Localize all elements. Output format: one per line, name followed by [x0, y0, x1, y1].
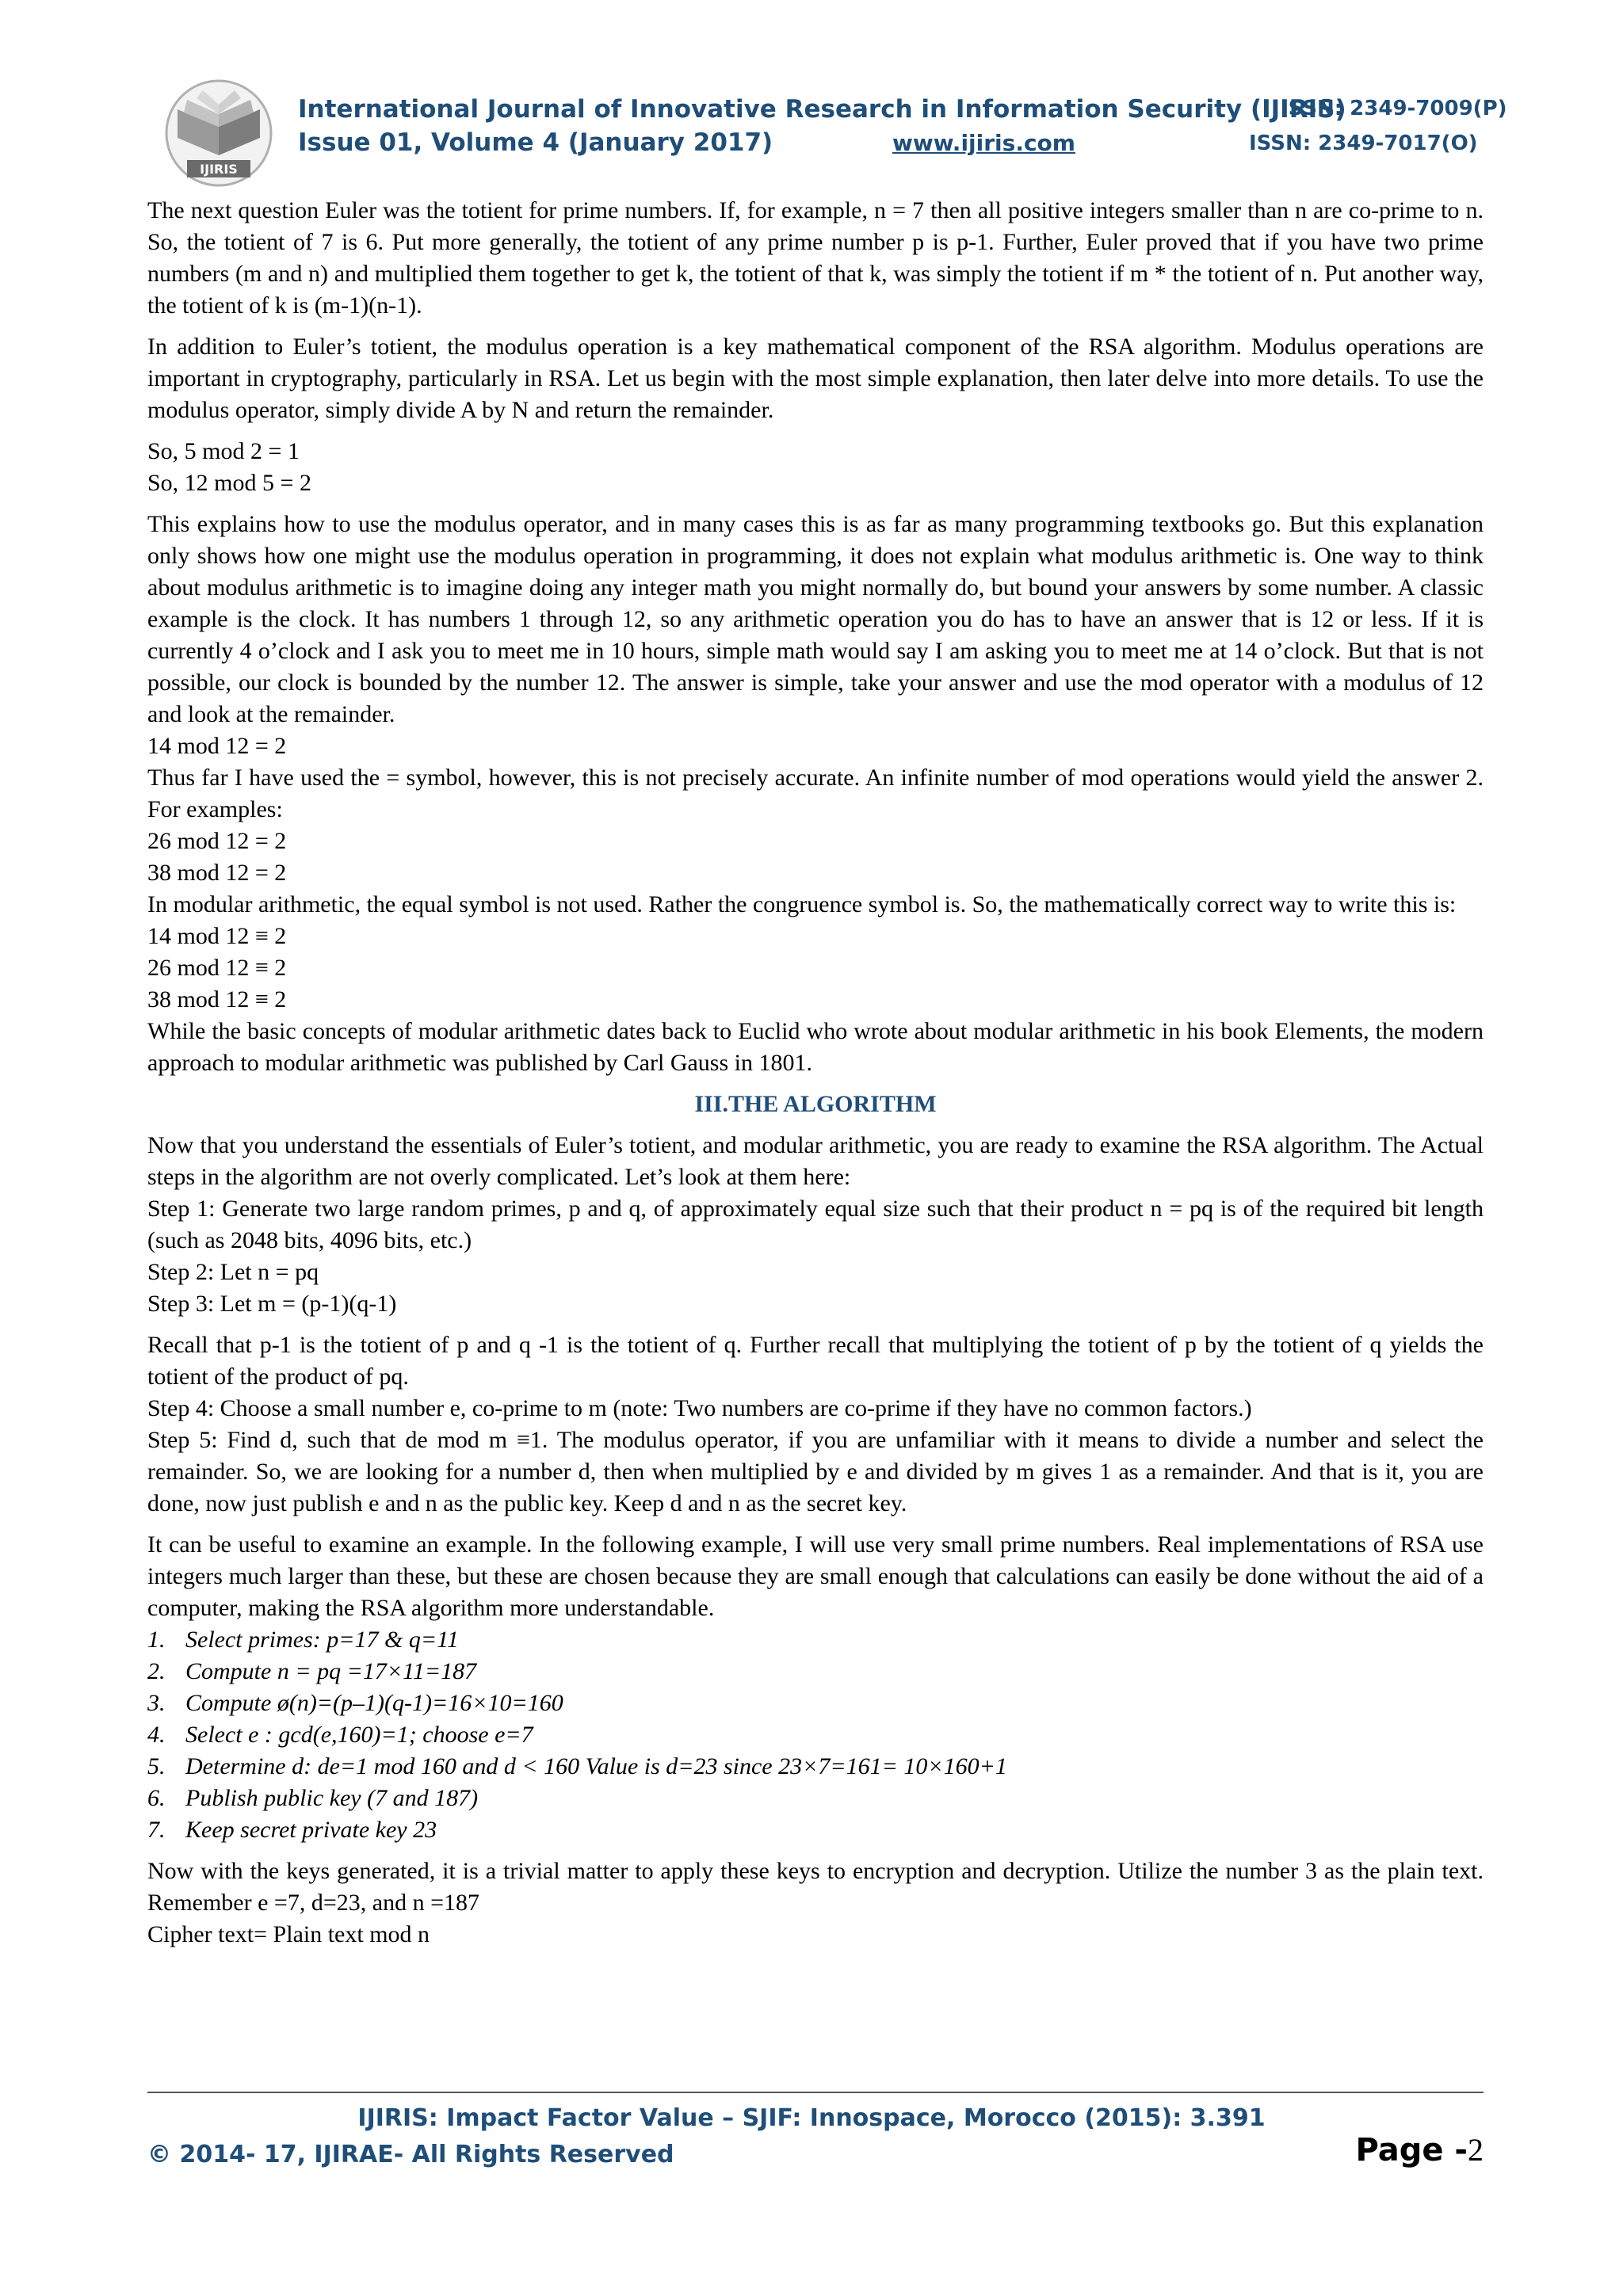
page-number-value: 2: [1468, 2132, 1484, 2168]
algorithm-step-5: Step 5: Find d, such that de mod m ≡1. The modulus operator, if you are unfamiliar with it means to divide a number and select the remainder. So, we are looking for a number d, then when multiplied by e and divided by m gives 1 as a remainder. And that is it, you are done, now just publish e and n as the public key. Keep d and n as the secret key.: [147, 1427, 1484, 1516]
algorithm-step-4: Step 4: Choose a small number e, co-prime to m (note: Two numbers are co-prime if they have no common factors.): [147, 1395, 1252, 1421]
example-step-text: Keep secret private key 23: [185, 1817, 437, 1843]
equation-14-mod-12: 14 mod 12 = 2: [147, 733, 287, 759]
logo-text: IJIRIS: [200, 162, 238, 177]
paragraph-clock-example: This explains how to use the modulus operator, and in many cases this is as far as many programming textbooks go. But this explanation only shows how one might use the modulus operation in programming, it does not explain what modulus arithmetic is. One way to think about modulus arithmetic is to imagine doing any integer math you might normally do, but bound your answers by some number. A classic example is the clock. It has numbers 1 through 12, so any arithmetic operation you do has to have an answer that is 12 or less. If it is currently 4 o’clock and I ask you to meet me in 10 hours, simple math would say I am asking you to meet me at 14 o’clock. But that is not possible, our clock is bounded by the number 12. The answer is simple, take your answer and use the mod operator with a modulus of 12 and look at the remainder.: [147, 511, 1484, 727]
equation-12-mod-5: So, 12 mod 5 = 2: [147, 470, 311, 496]
example-step: [147, 1814, 1484, 1846]
paragraph-cipher-text: Cipher text= Plain text mod n: [147, 1921, 430, 1947]
journal-logo: [155, 78, 282, 189]
example-step-number: 6.: [147, 1785, 166, 1811]
section-heading-algorithm: III.THE ALGORITHM: [694, 1091, 937, 1117]
paragraph-example-intro: It can be useful to examine an example. In the following example, I will use very small prime numbers. Real implementations of RSA use integers much larger than these, but these are chosen because they are small enough that calculations can easily be done without the aid of a computer, making the RSA algorithm more understandable.: [147, 1531, 1484, 1621]
example-step-text: Publish public key (7 and 187): [185, 1785, 479, 1811]
example-step: [147, 1688, 1484, 1719]
paragraph-totient-recall: Recall that p-1 is the totient of p and q -1 is the totient of q. Further recall that multiplying the totient of p by the totient of q yields the totient of the product of pq.: [147, 1332, 1484, 1390]
issue-info: Issue 01, Volume 4 (January 2017): [298, 128, 773, 157]
algorithm-step-2: Step 2: Let n = pq: [147, 1259, 319, 1285]
example-step-number: 2.: [147, 1658, 166, 1684]
algorithm-step-1: Step 1: Generate two large random primes, p and q, of approximately equal size such that their product n = pq is of the required bit length (such as 2048 bits, 4096 bits, etc.): [147, 1196, 1484, 1253]
algorithm-step-3: Step 3: Let m = (p-1)(q-1): [147, 1291, 397, 1317]
footer-copyright: © 2014- 17, IJIRAE- All Rights Reserved: [147, 2141, 674, 2168]
example-step-text: Select e : gcd(e,160)=1; choose e=7: [185, 1722, 533, 1748]
congruence-26-mod-12: 26 mod 12 ≡ 2: [147, 955, 287, 981]
open-book-logo-icon: [155, 78, 282, 189]
paragraph-equal-symbol: Thus far I have used the = symbol, however, this is not precisely accurate. An infinite number of mod operations would yield the answer 2. For examples:: [147, 765, 1484, 822]
paragraph-congruence: In modular arithmetic, the equal symbol is not used. Rather the congruence symbol is. So, the mathematically correct way to write this is:: [147, 891, 1457, 917]
page-label: Page -: [1355, 2132, 1468, 2168]
example-step: [147, 1624, 1484, 1656]
example-steps-list: [147, 1624, 1484, 1846]
paragraph-euclid-gauss: While the basic concepts of modular arithmetic dates back to Euclid who wrote about modular arithmetic in his book Elements, the modern approach to modular arithmetic was published by Carl Gauss in 1801.: [147, 1018, 1484, 1076]
equation-5-mod-2: So, 5 mod 2 = 1: [147, 438, 300, 464]
equation-26-mod-12: 26 mod 12 = 2: [147, 828, 287, 854]
example-step-number: 3.: [147, 1690, 166, 1716]
article-body: [147, 195, 1484, 1951]
paragraph-algorithm-intro: Now that you understand the essentials of Euler’s totient, and modular arithmetic, you are ready to examine the RSA algorithm. The Actual steps in the algorithm are not overly complicated. Let’s look at them here:: [147, 1132, 1484, 1190]
paragraph-keys-generated: Now with the keys generated, it is a trivial matter to apply these keys to encryption and decryption. Utilize the number 3 as the plain text. Remember e =7, d=23, and n =187: [147, 1858, 1484, 1916]
example-step-text: Determine d: de=1 mod 160 and d < 160 Value is d=23 since 23×7=161= 10×160+1: [185, 1753, 1007, 1779]
example-step-number: 7.: [147, 1817, 166, 1843]
issn-print: ISSN: 2349-7009(P): [1281, 97, 1507, 120]
example-step: [147, 1751, 1484, 1783]
example-step-text: Compute n = pq =17×11=187: [185, 1658, 477, 1684]
equation-38-mod-12: 38 mod 12 = 2: [147, 860, 287, 886]
journal-header: [155, 78, 1507, 189]
example-step-text: Compute ø(n)=(p–1)(q-1)=16×10=160: [185, 1690, 563, 1716]
congruence-14-mod-12: 14 mod 12 ≡ 2: [147, 923, 287, 949]
paragraph-prime-totient: The next question Euler was the totient for prime numbers. If, for example, n = 7 then all positive integers smaller than n are co-prime to n. So, the totient of 7 is 6. Put more generally, the totient of any prime number p is p-1. Further, Euler proved that if you have two prime numbers (m and n) and multiplied them together to get k, the totient of that k, was simply the totient if m * the totient of n. Put another way, the totient of k is (m-1)(n-1).: [147, 197, 1484, 318]
footer-divider: [147, 2092, 1484, 2093]
example-step: [147, 1719, 1484, 1751]
footer-impact-factor: IJIRIS: Impact Factor Value – SJIF: Innospace, Morocco (2015): 3.391: [357, 2104, 1266, 2132]
journal-title: International Journal of Innovative Research in Information Security (IJIRIS): [298, 95, 1346, 124]
example-step: [147, 1656, 1484, 1688]
example-step-text: Select primes: p=17 & q=11: [185, 1627, 459, 1653]
page-number: [1355, 2131, 1484, 2168]
paragraph-modulus-intro: In addition to Euler’s totient, the modulus operation is a key mathematical component of the RSA algorithm. Modulus operations are important in cryptography, particularly in RSA. Let us begin with the most simple explanation, then later delve into more details. To use the modulus operator, simply divide A by N and return the remainder.: [147, 334, 1484, 423]
issn-online: ISSN: 2349-7017(O): [1249, 132, 1478, 155]
example-step-number: 5.: [147, 1753, 166, 1779]
example-step-number: 4.: [147, 1722, 166, 1748]
congruence-38-mod-12: 38 mod 12 ≡ 2: [147, 986, 287, 1013]
journal-website-link[interactable]: www.ijiris.com: [892, 130, 1075, 156]
example-step-number: 1.: [147, 1627, 166, 1653]
example-step: [147, 1783, 1484, 1814]
